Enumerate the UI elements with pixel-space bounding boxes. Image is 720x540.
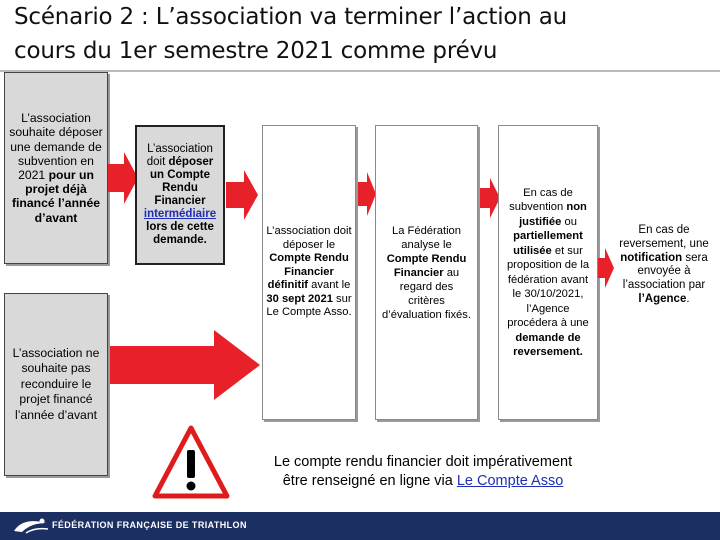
- step5-text-a: En cas de reversement, une: [619, 224, 709, 250]
- arrow-step1: [226, 170, 258, 220]
- step2-text-b: avant le: [308, 279, 351, 292]
- step2-box: [262, 125, 356, 420]
- step4-bold-c: demande de reversement.: [513, 331, 583, 358]
- step5-text-b: sera envoyée à l’association par: [622, 251, 708, 292]
- step4-text-b: ou: [561, 215, 577, 228]
- step4-box: [498, 125, 598, 420]
- arrow-step2: [358, 172, 376, 216]
- case-a-bold: pour un projet déjà financé l’année d’avant: [11, 168, 101, 225]
- step4-text-a: En cas de subvention: [509, 186, 573, 213]
- slide-title-line2: cours du 1er semestre 2021 comme prévu: [14, 38, 498, 64]
- bottom-note: [238, 453, 608, 491]
- step2-bold-a: Compte Rendu Financier définitif: [267, 252, 349, 292]
- warning-triangle-icon: [152, 424, 230, 500]
- note-line1: Le compte rendu financier doit impérativement: [273, 454, 573, 470]
- note-line2: être renseigné en ligne via: [282, 473, 457, 489]
- step5-text-c: .: [686, 292, 690, 305]
- step4-text-c: et sur proposition de la fédération avant le 30/10/2021, l’Agence procédera à une: [506, 244, 590, 329]
- case-a-box: [4, 72, 108, 264]
- step4-bold-b: partiellement utilisée: [513, 230, 583, 257]
- footer-org-name: FÉDÉRATION FRANÇAISE DE TRIATHLON: [52, 520, 247, 530]
- step5-bold-b: l’Agence: [638, 292, 687, 305]
- title-divider: [0, 70, 720, 72]
- step4-bold-a: non justifiée: [519, 201, 587, 228]
- step2-bold-b: 30 sept 2021: [266, 292, 333, 305]
- arrow-step3: [480, 178, 500, 218]
- arrow-case-a: [108, 152, 138, 204]
- step3-text-b: au regard des critères d’évaluation fixés.: [382, 266, 471, 321]
- triathlon-logo-icon: [12, 517, 50, 535]
- step2-text-a: L’association doit déposer le: [266, 224, 352, 251]
- step3-box: [375, 125, 478, 420]
- slide-title: [14, 0, 714, 68]
- step3-bold: Compte Rendu Financier: [386, 252, 467, 279]
- arrow-case-b: [110, 330, 260, 400]
- footer-bar: [0, 512, 720, 540]
- case-b-box: [4, 293, 108, 476]
- step1-link-intermediaire[interactable]: intermédiaire: [143, 208, 217, 220]
- step1-box: [135, 125, 225, 265]
- slide-title-line1: Scénario 2 : L’association va terminer l’action au: [14, 4, 568, 30]
- step5-text-block: [612, 224, 716, 307]
- step3-text-a: La Fédération analyse le: [391, 224, 462, 251]
- step1-text-a: L’association doit: [146, 143, 213, 168]
- step1-bold-b: lors de cette demande.: [146, 221, 214, 246]
- le-compte-asso-link[interactable]: Le Compte Asso: [456, 473, 564, 489]
- step2-text-c: sur Le Compte Asso.: [266, 292, 352, 319]
- case-b-text: L’association ne souhaite pas reconduire le projet financé l’année d’avant: [12, 345, 100, 422]
- step1-bold: déposer un Compte Rendu Financier: [149, 156, 214, 207]
- step5-bold-a: notification: [620, 251, 683, 264]
- case-a-text: L’association souhaite déposer une demande de subvention en 2021: [9, 111, 103, 182]
